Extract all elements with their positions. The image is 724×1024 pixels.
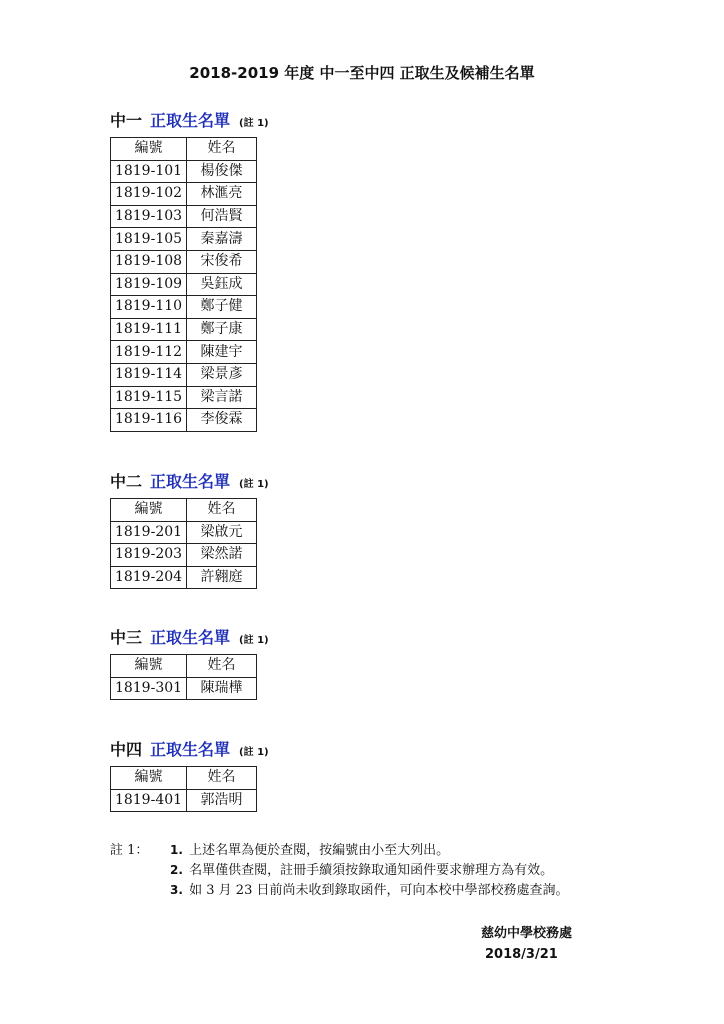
- note-number: 1.: [170, 843, 183, 857]
- note-item-3: [170, 879, 568, 898]
- roster-section: [110, 737, 269, 812]
- student-name-cell: 林滙亮: [187, 183, 257, 206]
- roster-section: [110, 108, 269, 432]
- student-number-cell: 1819-103: [111, 205, 187, 228]
- note-text: 名單僅供查閱，註冊手續須按錄取通知函件要求辦理方為有效。: [189, 863, 554, 878]
- section-form-label: 中四: [110, 740, 143, 759]
- column-header-name: 姓名: [187, 655, 257, 678]
- table-header-row: [111, 138, 257, 161]
- table-row: [111, 566, 257, 589]
- roster-table: [110, 654, 257, 700]
- student-name-cell: 鄭子康: [187, 318, 257, 341]
- table-row: [111, 296, 257, 319]
- section-note-ref: (註 1): [239, 635, 269, 646]
- section-heading: [110, 625, 269, 645]
- student-number-cell: 1819-116: [111, 409, 187, 432]
- table-row: [111, 205, 257, 228]
- student-number-cell: 1819-401: [111, 789, 187, 812]
- section-list-title: 正取生名單: [150, 472, 231, 491]
- student-number-cell: 1819-115: [111, 386, 187, 409]
- section-heading: [110, 108, 269, 128]
- student-number-cell: 1819-110: [111, 296, 187, 319]
- student-name-cell: 梁然諾: [187, 544, 257, 567]
- page-title: 2018-2019 年度 中一至中四 正取生及候補生名單: [189, 64, 535, 82]
- section-list-title: 正取生名單: [150, 111, 231, 130]
- table-row: [111, 160, 257, 183]
- table-header-row: [111, 655, 257, 678]
- table-row: [111, 183, 257, 206]
- student-number-cell: 1819-109: [111, 273, 187, 296]
- student-number-cell: 1819-102: [111, 183, 187, 206]
- table-header-row: [111, 767, 257, 790]
- section-form-label: 中三: [110, 628, 143, 647]
- student-name-cell: 陳建宇: [187, 341, 257, 364]
- student-name-cell: 郭浩明: [187, 789, 257, 812]
- student-name-cell: 梁景彥: [187, 363, 257, 386]
- student-name-cell: 梁言諾: [187, 386, 257, 409]
- student-name-cell: 宋俊希: [187, 250, 257, 273]
- roster-section: [110, 625, 269, 700]
- table-row: [111, 521, 257, 544]
- student-number-cell: 1819-112: [111, 341, 187, 364]
- section-heading: [110, 737, 269, 757]
- student-number-cell: 1819-201: [111, 521, 187, 544]
- student-name-cell: 何浩賢: [187, 205, 257, 228]
- table-row: [111, 409, 257, 432]
- note-text: 如 3 月 23 日前尚未收到錄取函件，可向本校中學部校務處查詢。: [189, 883, 569, 898]
- roster-table: [110, 137, 257, 432]
- column-header-number: 編號: [111, 499, 187, 522]
- table-row: [111, 250, 257, 273]
- student-name-cell: 陳瑞樺: [187, 677, 257, 700]
- section-note-ref: (註 1): [239, 118, 269, 129]
- column-header-name: 姓名: [187, 138, 257, 161]
- student-number-cell: 1819-101: [111, 160, 187, 183]
- note-number: 2.: [170, 863, 183, 877]
- signature-office: 慈幼中學校務處: [481, 926, 573, 941]
- signature-date: 2018/3/21: [485, 947, 558, 962]
- roster-section: [110, 469, 269, 589]
- column-header-number: 編號: [111, 138, 187, 161]
- notes-label: 註 1：: [110, 843, 149, 858]
- note-number: 3.: [170, 883, 183, 897]
- student-name-cell: 鄭子健: [187, 296, 257, 319]
- column-header-name: 姓名: [187, 767, 257, 790]
- column-header-name: 姓名: [187, 499, 257, 522]
- student-name-cell: 李俊霖: [187, 409, 257, 432]
- column-header-number: 編號: [111, 767, 187, 790]
- table-row: [111, 677, 257, 700]
- student-name-cell: 吳鈺成: [187, 273, 257, 296]
- student-number-cell: 1819-204: [111, 566, 187, 589]
- student-number-cell: 1819-114: [111, 363, 187, 386]
- table-row: [111, 789, 257, 812]
- section-note-ref: (註 1): [239, 747, 269, 758]
- section-list-title: 正取生名單: [150, 740, 231, 759]
- note-item-1: [170, 839, 449, 858]
- table-row: [111, 341, 257, 364]
- student-number-cell: 1819-108: [111, 250, 187, 273]
- table-row: [111, 544, 257, 567]
- note-text: 上述名單為便於查閱，按編號由小至大列出。: [189, 843, 450, 858]
- student-name-cell: 許翱庭: [187, 566, 257, 589]
- student-number-cell: 1819-105: [111, 228, 187, 251]
- roster-table: [110, 498, 257, 589]
- student-name-cell: 楊俊傑: [187, 160, 257, 183]
- section-form-label: 中二: [110, 472, 143, 491]
- section-form-label: 中一: [110, 111, 143, 130]
- table-row: [111, 273, 257, 296]
- section-list-title: 正取生名單: [150, 628, 231, 647]
- column-header-number: 編號: [111, 655, 187, 678]
- note-item-2: [170, 859, 553, 878]
- table-row: [111, 386, 257, 409]
- student-number-cell: 1819-111: [111, 318, 187, 341]
- student-number-cell: 1819-203: [111, 544, 187, 567]
- student-number-cell: 1819-301: [111, 677, 187, 700]
- table-row: [111, 318, 257, 341]
- roster-table: [110, 766, 257, 812]
- student-name-cell: 秦嘉濤: [187, 228, 257, 251]
- section-note-ref: (註 1): [239, 479, 269, 490]
- table-row: [111, 363, 257, 386]
- student-name-cell: 梁啟元: [187, 521, 257, 544]
- table-row: [111, 228, 257, 251]
- table-header-row: [111, 499, 257, 522]
- section-heading: [110, 469, 269, 489]
